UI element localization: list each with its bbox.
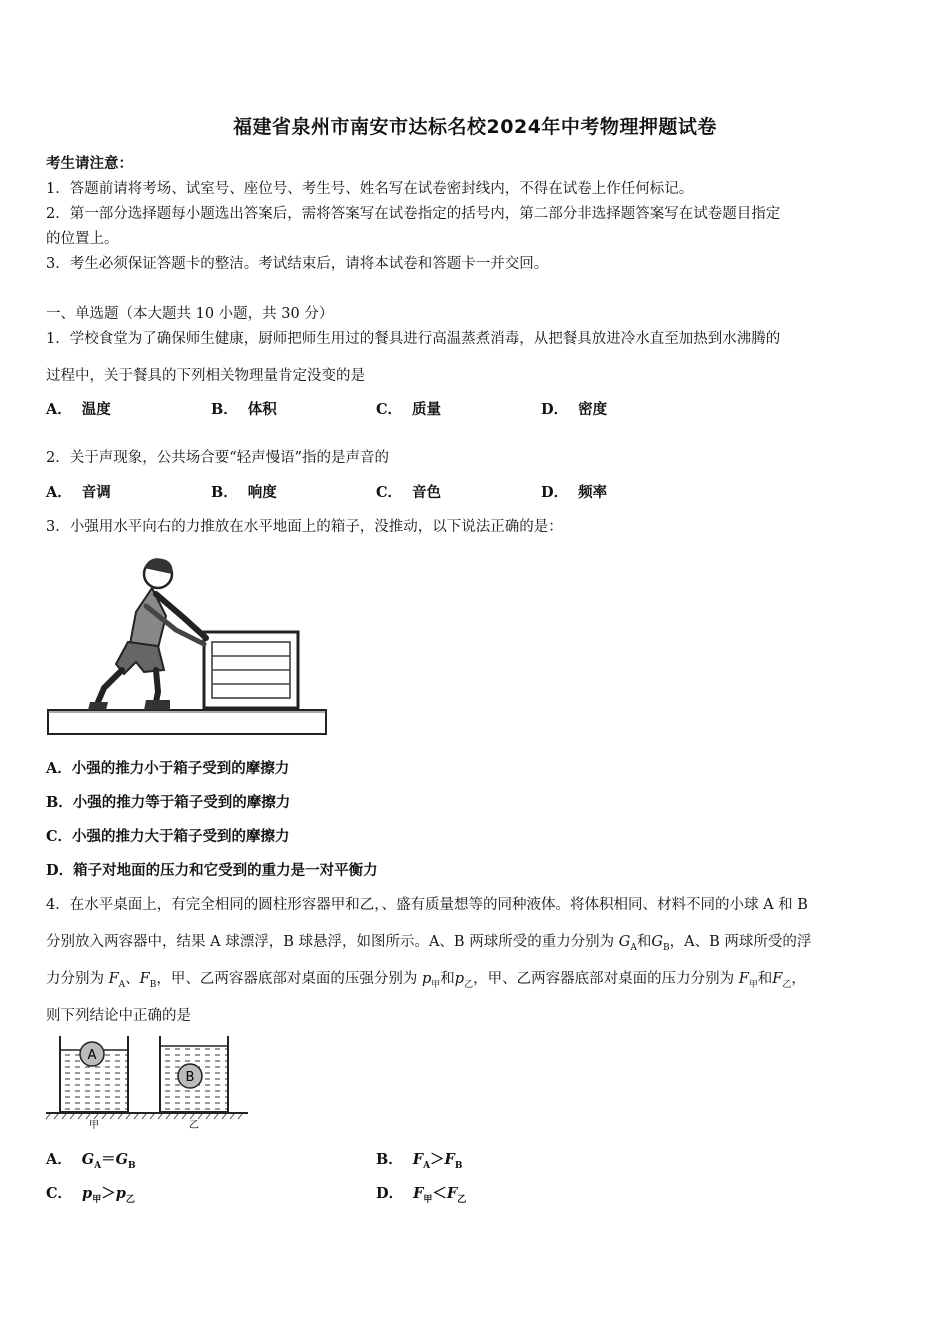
- q2-stem: 2．关于声现象，公共场合要“轻声慢语”指的是声音的: [46, 450, 390, 466]
- q1-stem-line2: 过程中，关于餐具的下列相关物理量肯定没变的是: [46, 368, 365, 384]
- section-heading: 一、单选题（本大题共 10 小题，共 30 分）: [46, 306, 334, 322]
- q4-option-a[interactable]: A． $G_A=G_B$: [46, 1151, 136, 1171]
- q1-option-d[interactable]: D． 密度: [541, 401, 608, 418]
- containers-figure: [44, 1034, 250, 1130]
- page-title: 福建省泉州市南安市达标名校2024年中考物理押题试卷: [233, 116, 717, 138]
- q3-option-d[interactable]: D．箱子对地面的压力和它受到的重力是一对平衡力: [46, 862, 378, 879]
- caption-jia: 甲: [89, 1120, 99, 1130]
- q4-stem-line4: 则下列结论中正确的是: [46, 1008, 191, 1024]
- q4-stem-line1: 4．在水平桌面上，有完全相同的圆柱形容器甲和乙，、盛有质量想等的同种液体。将体积相同、材料不同的小球 A 和 B: [46, 897, 808, 913]
- q3-stem: 3．小强用水平向右的力推放在水平地面上的箱子，没推动，以下说法正确的是：: [46, 519, 563, 535]
- q1-option-a[interactable]: A． 温度: [46, 401, 111, 418]
- svg-text:A: A: [87, 1048, 97, 1063]
- ball-b: [178, 1064, 202, 1088]
- svg-text:B: B: [185, 1070, 195, 1085]
- q3-option-b[interactable]: B．小强的推力等于箱子受到的摩擦力: [46, 794, 291, 811]
- q3-option-a[interactable]: A．小强的推力小于箱子受到的摩擦力: [46, 760, 290, 777]
- notice-item-2-cont: 的位置上。: [46, 231, 119, 247]
- q1-option-c[interactable]: C． 质量: [376, 401, 442, 418]
- notice-item-1: 1．答题前请将考场、试室号、座位号、考生号、姓名写在试卷密封线内，不得在试卷上作任何标记。: [46, 181, 694, 197]
- q4-stem-line2: 分别放入两容器中，结果 A 球漂浮，B 球悬浮，如图所示。A、B 两球所受的重力分别为 $G_A$和$G_B$，A、B 两球所受的浮: [46, 934, 812, 953]
- q3-option-c[interactable]: C．小强的推力大于箱子受到的摩擦力: [46, 828, 290, 845]
- q2-option-c[interactable]: C． 音色: [376, 484, 442, 501]
- q1-option-b[interactable]: B． 体积: [211, 401, 277, 418]
- q4-option-c[interactable]: C． $p_甲>p_乙$: [46, 1185, 135, 1205]
- notice-item-2: 2．第一部分选择题每小题选出答案后，需将答案写在试卷指定的括号内，第二部分非选择题答案写在试卷题目指定: [46, 206, 781, 222]
- ball-a: [80, 1042, 104, 1066]
- q2-option-b[interactable]: B． 响度: [211, 484, 277, 501]
- q4-stem-line3: 力分别为 $F_A$、$F_B$，甲、乙两容器底部对桌面的压强分别为 $p_甲$和$p_乙$，甲、乙两容器底部对桌面的压力分别为 $F_甲$和$F_乙$，: [46, 971, 806, 990]
- notice-item-3: 3．考生必须保证答题卡的整洁。考试结束后，请将本试卷和答题卡一并交回。: [46, 256, 549, 272]
- q2-option-d[interactable]: D． 频率: [541, 484, 608, 501]
- q4-option-b[interactable]: B． $F_A>F_B$: [376, 1151, 463, 1171]
- q1-stem-line1: 1．学校食堂为了确保师生健康，厨师把师生用过的餐具进行高温蒸煮消毒，从把餐具放进冷水直至加热到水沸腾的: [46, 331, 781, 347]
- q4-option-d[interactable]: D． $F_甲<F_乙$: [376, 1185, 467, 1205]
- boy-pushing-box-figure: [46, 552, 330, 738]
- caption-yi: 乙: [189, 1120, 199, 1130]
- notice-heading: 考生请注意：: [46, 155, 133, 172]
- q2-option-a[interactable]: A． 音调: [46, 484, 111, 501]
